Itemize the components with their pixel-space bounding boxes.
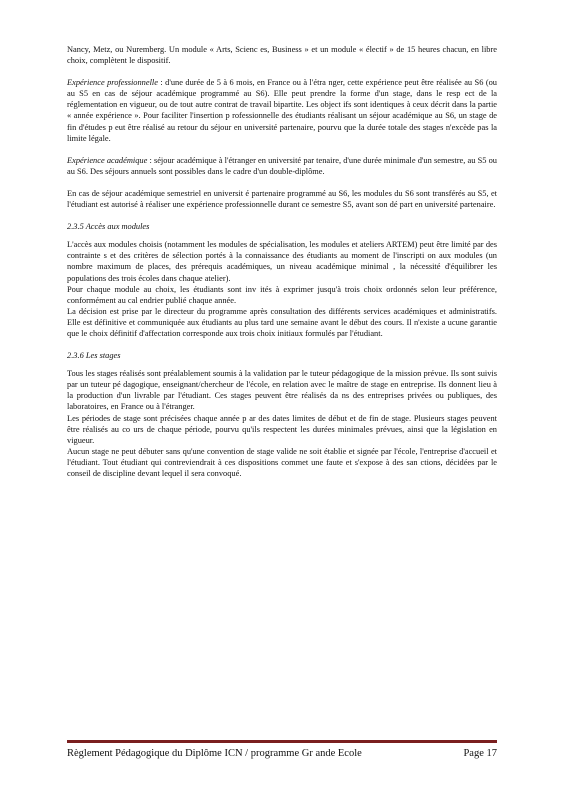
paragraph-sejour-semestriel: En cas de séjour académique semestriel en universit é partenaire programmé au S6, les modules du S6 sont transférés au S5, et l'étudiant est autorisé à réaliser une expérience professionnelle durant ce semestre S5, avant son dé part en université partenaire. (67, 188, 497, 210)
text-experience-academique: : séjour académique à l'étranger en université par tenaire, d'une durée minimale d'un semestre, au S5 ou au S6. Des séjours annuels sont possibles dans le cadre d'un double-diplôme. (67, 155, 497, 176)
text-experience-professionnelle: : d'une durée de 5 à 6 mois, en France ou à l'étra nger, cette expérience peut être réalisée au S6 (ou au S5 en cas de séjour académique programmé au S6). Elle peut prendre la forme d'un stage, dans le resp ect de la réglementation en vigueur, ou de tout autre contrat de travail bipartite. Les object ifs sont identiques à ceux décrit dans la partie « année expérience ». Pour faciliter l'insertion p rofessionnelle des étudiants réalisant un séjour académique au S6, un stage de fin d'études p eut être réalisé au retour du séjour en université partenaire, pourvu que la durée totale des stages n'excède pas la limite légale. (67, 78, 497, 143)
paragraph-choix-modules: Pour chaque module au choix, les étudiants sont inv ités à exprimer jusqu'à trois choix ordonnés selon leur préférence, conformément au cal endrier publié chaque année. (67, 284, 497, 305)
term-experience-professionnelle: Expérience professionnelle (67, 78, 158, 88)
term-experience-academique: Expérience académique (67, 155, 148, 165)
page-body (67, 44, 497, 479)
paragraph-periodes-stage: Les périodes de stage sont précisées chaque année p ar des dates limites de début et de fin de stage. Plusieurs stages peuvent être réalisés au co urs de chaque période, pourvu qu'ils respectent les durées minimales prévues, ainsi que la législation en vigueur. (67, 413, 497, 445)
paragraph-convention-stage: Aucun stage ne peut débuter sans qu'une convention de stage valide ne soit établie et signée par l'école, l'entreprise d'accueil et l'étudiant. Tout étudiant qui contreviendrait à ces dispositions commet une faute et s'expose à des san ctions, décidées par le conseil de discipline devant lequel il sera convoqué. (67, 446, 497, 478)
page-number: Page 17 (463, 748, 497, 759)
section-heading-acces-modules: 2.3.5 Accès aux modules (67, 222, 150, 232)
paragraph-stages-validation: Tous les stages réalisés sont préalablement soumis à la validation par le tuteur pédagogique de la mission prévue. Ils sont suivis par un tuteur pé dagogique, enseignant/chercheur de l'école, en relation avec le maître de stage en entreprise. Ils donnent lieu à la production d'un livrable par l'étudiant. Ces stages peuvent être réalisés da ns des entreprises privées ou publiques, des laboratoires, en France ou à l'étranger. (67, 369, 497, 412)
footer-divider (67, 740, 497, 743)
paragraph-decision: La décision est prise par le directeur du programme après consultation des différents services académiques et administratifs. Elle est définitive et communiquée aux étudiants au plus tard une semaine avant le début des cours. Il n'existe a ucune garantie que le choix définitif d'affectation corresponde aux trois choix initiaux formulés par l'étudiant. (67, 306, 497, 338)
page-footer (67, 747, 497, 760)
paragraph-modules-intro: Nancy, Metz, ou Nuremberg. Un module « Arts, Scienc es, Business » et un module « électif » de 15 heures chacun, en libre choix, complètent le dispositif. (67, 45, 497, 66)
section-heading-stages: 2.3.6 Les stages (67, 351, 121, 361)
paragraph-acces-modules: L'accès aux modules choisis (notamment les modules de spécialisation, les modules et ateliers ARTEM) peut être limité par des contrainte s et des critères de sélection portés à la connaissance des étudiants au moment de l'inscripti on aux modules (un nombre maximum de places, des prérequis académiques, un niveau académique minimal , la nécessité d'équilibrer les populations des trois écoles dans chaque atelier). (67, 240, 497, 283)
footer-document-title: Règlement Pédagogique du Diplôme ICN / programme Gr ande Ecole (67, 748, 362, 759)
paragraph-experience-academique (67, 155, 497, 177)
paragraph-experience-professionnelle (67, 77, 497, 144)
